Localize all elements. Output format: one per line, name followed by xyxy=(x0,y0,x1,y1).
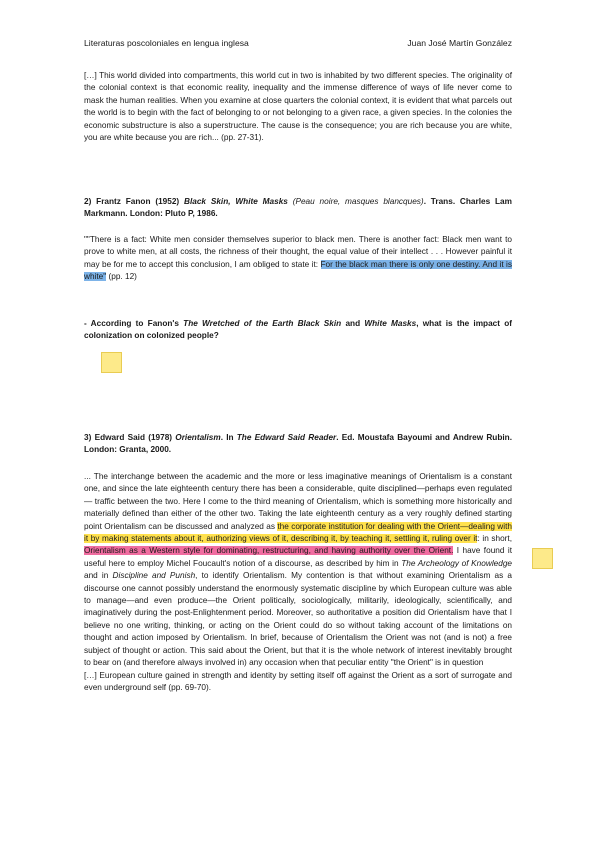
section-author: Edward Said (1978) xyxy=(94,433,173,442)
in-word: . In xyxy=(220,433,234,442)
work-title-1: The Archeology of Knowledge xyxy=(401,558,513,568)
said-text-1: ... The interchange between the academic and the more or less imaginative meanings of Orientalism is a constant one, and since the late eighteenth century there has been a considerable, quite disciplined—perhaps even regulated— traffic between the two. Here I come to the third meaning of Orientalism, which is something more historically and materially defined than either of the other two. Taking the late eighteenth century as a very roughly defined starting point Orientalism can be discussed and analyzed as xyxy=(84,472,512,531)
question-and: and xyxy=(345,319,361,328)
said-text-3: I have found it useful here to employ Michel Foucault's notion of a discourse, as described by him in xyxy=(84,546,512,568)
section-author: Frantz Fanon (1952) xyxy=(96,197,180,206)
section-3-heading xyxy=(84,432,512,457)
author-name: Juan José Martín González xyxy=(407,38,512,48)
question-title-1: The Wretched of the Earth Black Skin xyxy=(183,319,342,328)
publication-info: . Ed. Moustafa Bayoumi and Andrew Rubin. London: Granta, 2000. xyxy=(84,433,512,455)
book-title: Black Skin, White Masks xyxy=(184,197,288,206)
said-quote-block xyxy=(84,471,512,694)
page-header xyxy=(84,38,512,48)
sticky-note-icon[interactable] xyxy=(532,548,553,569)
highlighted-phrase[interactable]: For the black man there is only one destiny. And it is white" xyxy=(84,259,512,282)
quote-text: ""There is a fact: White men consider themselves superior to black men. There is another fact: Black men want to prove to white men, at all costs, the richness of their thought, the equal value of their intellect . . . However painful it may be for me to accept this conclusion, I am obliged to state it: xyxy=(84,235,512,269)
said-text-5: […] European culture gained in strength and identity by setting itself off against the Orient as a sort of surrogate and even underground self (pp. 69-70). xyxy=(84,670,512,692)
and-in: and in xyxy=(84,571,109,581)
highlight-corporate-institution[interactable]: the corporate institution for dealing with the Orient—dealing with it by making statements about it, authorizing views of it, describing it, by teaching it, settling it, ruling over it xyxy=(84,521,512,544)
section-2-quote xyxy=(84,234,512,284)
book-title: The Edward Said Reader xyxy=(236,433,337,442)
course-title: Literaturas poscoloniales en lengua inglesa xyxy=(84,38,249,48)
section-number: 3) xyxy=(84,433,92,442)
question-prefix: - According to Fanon's xyxy=(84,319,179,328)
fanon-quote-text: […] This world divided into compartments, this world cut in two is inhabited by two different species. The originality of the colonial context is that economic reality, inequality and the immense difference of ways of life never come to mask the human realities. When you examine at close quarters the colonial context, it is evident that what parcels out the world is to begin with the fact of belonging to or not belonging to a given race, a given species. In the colonies the economic substructure is also a superstructure. The cause is the consequence; xyxy=(84,71,512,130)
section-2-heading xyxy=(84,196,512,221)
said-text-4: , to identify Orientalism. My contention is that without examining Orientalism as a discourse one cannot possibly understand the enormously systematic discipline by which European culture was able to manage—and even produce—the Orient politically, sociologically, militarily, ideologically, scientifically, and imaginatively during the post-Enlightenment period. Moreover, so authoritative a position did Orientalism have that I believe no one writing, thinking, or acting on the Orient could do so without taking account of the limitations on thought and action imposed by Orientalism. In brief, because of Orientalism the Orient was not (and is not) a free subject of thought or action. This said about the Orient, but that it is the whole network of interest inevitably brought to bear on (and therefore always involved in) any occasion when that peculiar entity "the Orient" is in question xyxy=(84,571,512,668)
work-title-2: Discipline and Punish xyxy=(112,571,196,581)
said-text-2: : in short, xyxy=(477,534,512,544)
study-question xyxy=(84,318,512,343)
quote-page: (pp. 12) xyxy=(108,272,137,282)
highlight-western-style[interactable]: Orientalism as a Western style for dominating, restructuring, and having authority over the Orient. xyxy=(84,546,454,556)
essay-title: Orientalism xyxy=(175,433,221,442)
sticky-note-icon[interactable] xyxy=(101,352,122,373)
question-title-2: White Masks xyxy=(364,319,417,328)
fanon-quote-block xyxy=(84,70,512,144)
section-number: 2) xyxy=(84,197,92,206)
fanon-quote-tail: you are rich because you are white, you are white because you are rich... (pp. 27-31). xyxy=(84,120,513,143)
original-title: (Peau noire, masques blancques) xyxy=(292,197,424,206)
publication-info: . Trans. Charles Lam Markmann. London: Pluto P, 1986. xyxy=(84,197,512,219)
question-suffix: , what is the impact of colonization on colonized people? xyxy=(84,319,513,341)
